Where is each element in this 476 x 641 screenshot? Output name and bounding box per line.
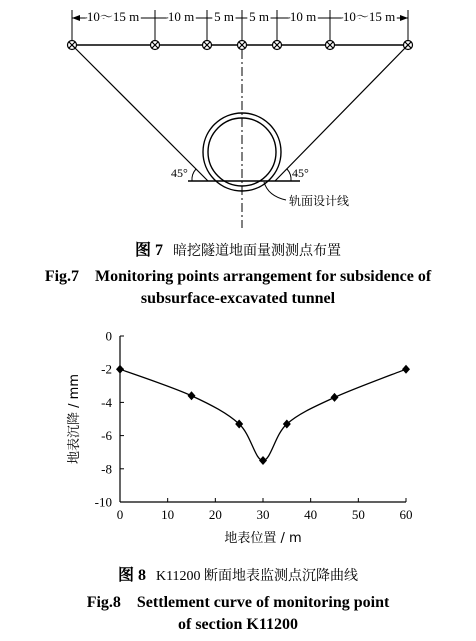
rail-label-leader [264, 182, 286, 200]
y-tick-label: -4 [101, 394, 112, 410]
data-point-marker [235, 419, 243, 428]
x-tick-label: 20 [208, 507, 222, 522]
y-tick-label: 0 [105, 328, 112, 344]
data-point-marker [283, 419, 291, 428]
spacing-label-2: 10 m [167, 9, 195, 24]
influence-line-left [72, 45, 208, 181]
monitoring-layout-diagram [0, 0, 476, 240]
monitoring-point-icon [273, 41, 282, 50]
y-tick-label: -2 [101, 361, 112, 377]
x-axis-label: 地表位置 / m [224, 531, 302, 546]
spacing-label-5: 10 m [289, 9, 317, 24]
figure8-caption-cn-text: K11200 断面地表监测点沉降曲线 [155, 569, 359, 584]
data-point-marker [188, 391, 196, 400]
x-tick-label: 60 [399, 507, 413, 522]
spacing-label-3: 5 m [214, 9, 234, 24]
figure8-caption-en-line1: Fig.8 Settlement curve of monitoring point [86, 594, 390, 611]
data-point-marker [402, 365, 410, 374]
y-axis-label: 地表沉降 / mm [67, 374, 82, 464]
spacing-label-4: 5 m [249, 9, 269, 24]
monitoring-point-icon [203, 41, 212, 50]
figure7-caption-cn [0, 242, 476, 260]
figure7-caption-en-line1: Fig.7 Monitoring points arrangement for subsidence of [44, 268, 432, 285]
y-tick-label: -8 [101, 461, 112, 477]
x-tick-label: 40 [304, 507, 318, 522]
monitoring-point-icon [326, 41, 335, 50]
figure7-caption-cn-text: 暗挖隧道地面量测测点布置 [173, 243, 341, 259]
figure7-caption-cn-number: 图 7 [134, 242, 163, 259]
monitoring-point-icon [151, 41, 160, 50]
data-point-marker [116, 365, 124, 374]
rail-design-label: 轨面设计线 [289, 194, 350, 208]
influence-line-right [275, 45, 408, 181]
spacing-label-6: 10～15 m [342, 9, 396, 24]
angle-label-right: 45° [292, 166, 309, 180]
y-tick-label: -10 [94, 494, 112, 510]
spacing-label-1: 10～15 m [86, 9, 140, 24]
chart-axes [120, 336, 406, 502]
x-tick-label: 50 [351, 507, 365, 522]
figure8-caption-cn-number: 图 8 [117, 567, 146, 584]
monitoring-point-icon [238, 41, 247, 50]
figure8-caption-en-line2: of section K11200 [178, 616, 298, 633]
figure7-caption-en-line2: subsurface-excavated tunnel [140, 290, 336, 307]
angle-arc-left [192, 169, 196, 181]
figure8-caption-cn [0, 567, 476, 585]
x-tick-label: 10 [161, 507, 175, 522]
x-tick-label: 30 [256, 507, 270, 522]
chart-ticks [95, 329, 413, 523]
x-tick-label: 0 [116, 507, 124, 522]
data-point-marker [331, 393, 339, 402]
chart-series [116, 365, 410, 465]
y-tick-label: -6 [101, 428, 112, 444]
data-point-marker [259, 456, 267, 465]
series-line-0 [120, 369, 406, 460]
angle-arc-right [287, 169, 291, 181]
angle-label-left: 45° [171, 166, 188, 180]
